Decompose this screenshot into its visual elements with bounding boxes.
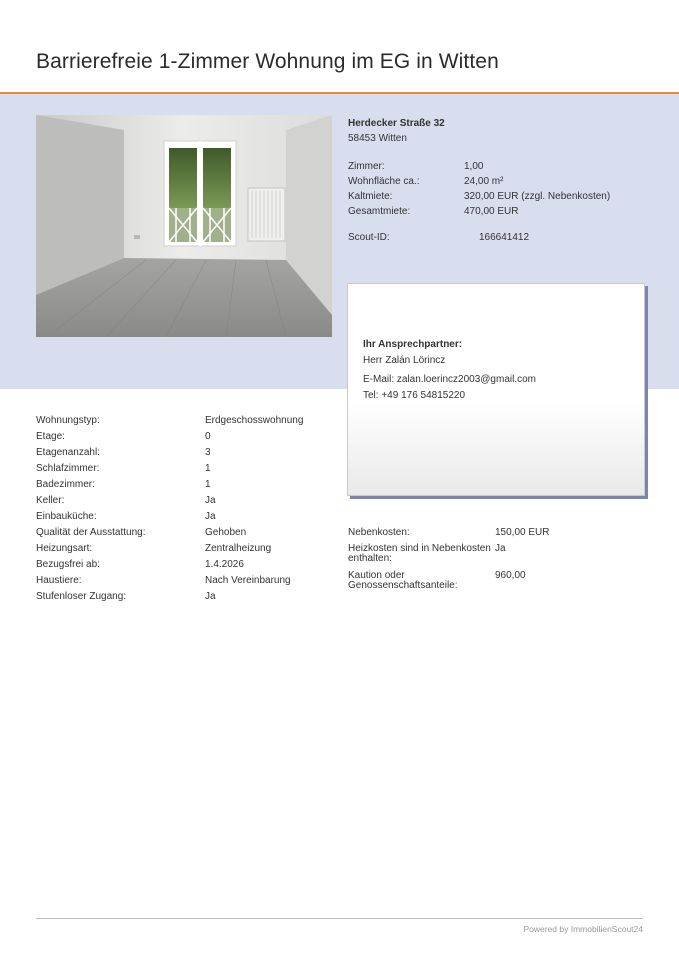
summary-row bbox=[348, 189, 648, 204]
cost-row bbox=[348, 541, 648, 568]
detail-value: 1.4.2026 bbox=[205, 559, 244, 570]
summary-value: 320,00 EUR (zzgl. Nebenkosten) bbox=[464, 191, 611, 202]
summary-label: Zimmer: bbox=[348, 161, 385, 172]
contact-card bbox=[347, 283, 645, 496]
details-list bbox=[36, 413, 336, 605]
summary-row bbox=[348, 174, 648, 189]
cost-row bbox=[348, 525, 648, 541]
cost-value: Ja bbox=[495, 543, 506, 554]
scout-id-label: Scout-ID: bbox=[348, 232, 390, 243]
detail-value: Gehoben bbox=[205, 527, 247, 538]
summary-value: 470,00 EUR bbox=[464, 206, 519, 217]
detail-value: Nach Vereinbarung bbox=[205, 575, 291, 586]
detail-row bbox=[36, 525, 336, 541]
detail-label: Heizungsart: bbox=[36, 543, 93, 554]
address-street: Herdecker Straße 32 bbox=[348, 118, 445, 129]
cost-value: 150,00 EUR bbox=[495, 527, 550, 538]
scout-id bbox=[348, 231, 530, 244]
detail-row bbox=[36, 493, 336, 509]
cost-label: Heizkosten sind in Nebenkosten enthalten: bbox=[348, 543, 491, 564]
scout-id-value: 166641412 bbox=[479, 232, 530, 243]
cost-value: 960,00 bbox=[495, 570, 526, 581]
detail-row bbox=[36, 477, 336, 493]
detail-value: 3 bbox=[205, 447, 211, 458]
detail-label: Etagenanzahl: bbox=[36, 447, 100, 458]
detail-value: 1 bbox=[205, 479, 211, 490]
detail-value: Zentralheizung bbox=[205, 543, 272, 554]
detail-value: Ja bbox=[205, 495, 216, 506]
detail-label: Keller: bbox=[36, 495, 65, 506]
detail-label: Bezugsfrei ab: bbox=[36, 559, 100, 570]
summary-value: 1,00 bbox=[464, 161, 484, 172]
detail-label: Schlafzimmer: bbox=[36, 463, 100, 474]
detail-row bbox=[36, 429, 336, 445]
summary-value: 24,00 m² bbox=[464, 176, 504, 187]
detail-row bbox=[36, 461, 336, 477]
detail-row bbox=[36, 589, 336, 605]
contact-name: Herr Zalán Lörincz bbox=[363, 355, 446, 366]
footer-divider bbox=[36, 918, 643, 919]
detail-label: Etage: bbox=[36, 431, 65, 442]
footer-credit[interactable]: Powered by ImmobilienScout24 bbox=[523, 924, 643, 934]
summary-row bbox=[348, 204, 648, 219]
detail-value: Erdgeschosswohnung bbox=[205, 415, 304, 426]
detail-label: Wohnungstyp: bbox=[36, 415, 100, 426]
cost-label: Kaution oder Genossenschaftsanteile: bbox=[348, 570, 458, 591]
summary-label: Kaltmiete: bbox=[348, 191, 393, 202]
detail-label: Qualität der Ausstattung: bbox=[36, 527, 146, 538]
detail-value: 0 bbox=[205, 431, 211, 442]
address-city: 58453 Witten bbox=[348, 133, 407, 144]
detail-row bbox=[36, 557, 336, 573]
summary-label: Gesamtmiete: bbox=[348, 206, 411, 217]
detail-row bbox=[36, 573, 336, 589]
detail-label: Badezimmer: bbox=[36, 479, 95, 490]
listing-photo[interactable] bbox=[36, 115, 332, 337]
summary-row bbox=[348, 159, 648, 174]
detail-row bbox=[36, 445, 336, 461]
detail-value: 1 bbox=[205, 463, 211, 474]
detail-value: Ja bbox=[205, 591, 216, 602]
summary-facts bbox=[348, 159, 648, 219]
contact-email[interactable]: E-Mail: zalan.loerincz2003@gmail.com bbox=[363, 374, 536, 385]
detail-label: Einbauküche: bbox=[36, 511, 97, 522]
contact-phone[interactable]: Tel: +49 176 54815220 bbox=[363, 390, 466, 401]
contact-heading: Ihr Ansprechpartner: bbox=[363, 339, 463, 350]
cost-row bbox=[348, 568, 648, 592]
detail-label: Haustiere: bbox=[36, 575, 82, 586]
detail-value: Ja bbox=[205, 511, 216, 522]
detail-label: Stufenloser Zugang: bbox=[36, 591, 127, 602]
detail-row bbox=[36, 541, 336, 557]
listing-address bbox=[348, 116, 445, 146]
costs-list bbox=[348, 525, 648, 592]
detail-row bbox=[36, 509, 336, 525]
room-photo-icon bbox=[36, 115, 332, 337]
cost-label: Nebenkosten: bbox=[348, 527, 410, 538]
page-title: Barrierefreie 1-Zimmer Wohnung im EG in Witten bbox=[36, 50, 499, 73]
summary-label: Wohnfläche ca.: bbox=[348, 176, 420, 187]
detail-row bbox=[36, 413, 336, 429]
